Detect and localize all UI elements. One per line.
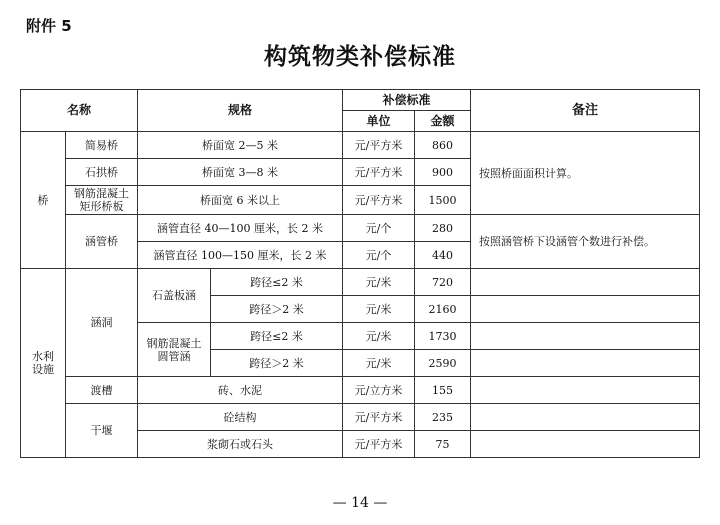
row-name: 涵管桥: [66, 215, 138, 269]
row-spec: 涵管直径 100—150 厘米，长 2 米: [138, 242, 343, 269]
row-amount: 860: [415, 132, 471, 159]
row-name: 钢筋混凝土 矩形桥板: [66, 186, 138, 215]
row-amount: 2590: [415, 350, 471, 377]
row-spec: 桥面宽 6 米以上: [138, 186, 343, 215]
row-spec: 砖、水泥: [138, 377, 343, 404]
row-unit: 元/平方米: [343, 404, 415, 431]
header-spec: 规格: [138, 90, 343, 132]
header-amount: 金额: [415, 111, 471, 132]
row-name: 石拱桥: [66, 159, 138, 186]
row-remarks: [471, 269, 700, 296]
row-spec: 桥面宽 3—8 米: [138, 159, 343, 186]
row-remarks: [471, 296, 700, 323]
row-unit: 元/平方米: [343, 159, 415, 186]
table-row: [21, 269, 700, 296]
row-spec: 砼结构: [138, 404, 343, 431]
row-name: 简易桥: [66, 132, 138, 159]
row-remarks: [471, 323, 700, 350]
row-amount: 155: [415, 377, 471, 404]
row-unit: 元/平方米: [343, 186, 415, 215]
row-unit: 元/米: [343, 296, 415, 323]
header-name: 名称: [21, 90, 138, 132]
row-unit: 元/个: [343, 242, 415, 269]
weir-name: 干堰: [66, 404, 138, 458]
note-culvert-bridge: 按照涵管桥下设涵管个数进行补偿。: [471, 215, 700, 269]
header-unit: 单位: [343, 111, 415, 132]
row-unit: 元/立方米: [343, 377, 415, 404]
row-amount: 235: [415, 404, 471, 431]
category-water: 水利 设施: [21, 269, 66, 458]
category-bridge: 桥: [21, 132, 66, 269]
row-remarks: [471, 404, 700, 431]
row-spec: 跨径≤2 米: [211, 269, 343, 296]
row-amount: 1500: [415, 186, 471, 215]
row-unit: 元/米: [343, 350, 415, 377]
row-spec: 跨径＞2 米: [211, 350, 343, 377]
row-spec: 涵管直径 40—100 厘米，长 2 米: [138, 215, 343, 242]
header-remarks: 备注: [471, 90, 700, 132]
attachment-label: 附件 5: [26, 17, 72, 35]
culvert-name: 涵洞: [66, 269, 138, 377]
page-title: 构筑物类补偿标准: [264, 44, 456, 70]
table-row: [21, 132, 700, 159]
header-row: [21, 90, 700, 111]
row-amount: 440: [415, 242, 471, 269]
page-number: — 14 —: [332, 495, 388, 511]
table-row: [21, 377, 700, 404]
row-unit: 元/平方米: [343, 132, 415, 159]
aqueduct-name: 渡槽: [66, 377, 138, 404]
row-amount: 900: [415, 159, 471, 186]
row-unit: 元/米: [343, 323, 415, 350]
row-remarks: [471, 350, 700, 377]
pipe-culvert-name: 钢筋混凝土 圆管涵: [138, 323, 211, 377]
row-spec: 跨径＞2 米: [211, 296, 343, 323]
table-row: [21, 404, 700, 431]
row-unit: 元/平方米: [343, 431, 415, 458]
row-spec: 桥面宽 2—5 米: [138, 132, 343, 159]
row-remarks: [471, 377, 700, 404]
row-unit: 元/米: [343, 269, 415, 296]
row-spec: 跨径≤2 米: [211, 323, 343, 350]
header-standard: 补偿标准: [343, 90, 471, 111]
row-spec: 浆砌石或石头: [138, 431, 343, 458]
row-remarks: [471, 431, 700, 458]
compensation-table: [20, 89, 700, 458]
row-amount: 1730: [415, 323, 471, 350]
table-row: [21, 215, 700, 242]
slab-culvert-name: 石盖板涵: [138, 269, 211, 323]
row-amount: 280: [415, 215, 471, 242]
note-bridge-area: 按照桥面面积计算。: [471, 132, 700, 215]
row-amount: 2160: [415, 296, 471, 323]
row-unit: 元/个: [343, 215, 415, 242]
row-amount: 75: [415, 431, 471, 458]
row-amount: 720: [415, 269, 471, 296]
